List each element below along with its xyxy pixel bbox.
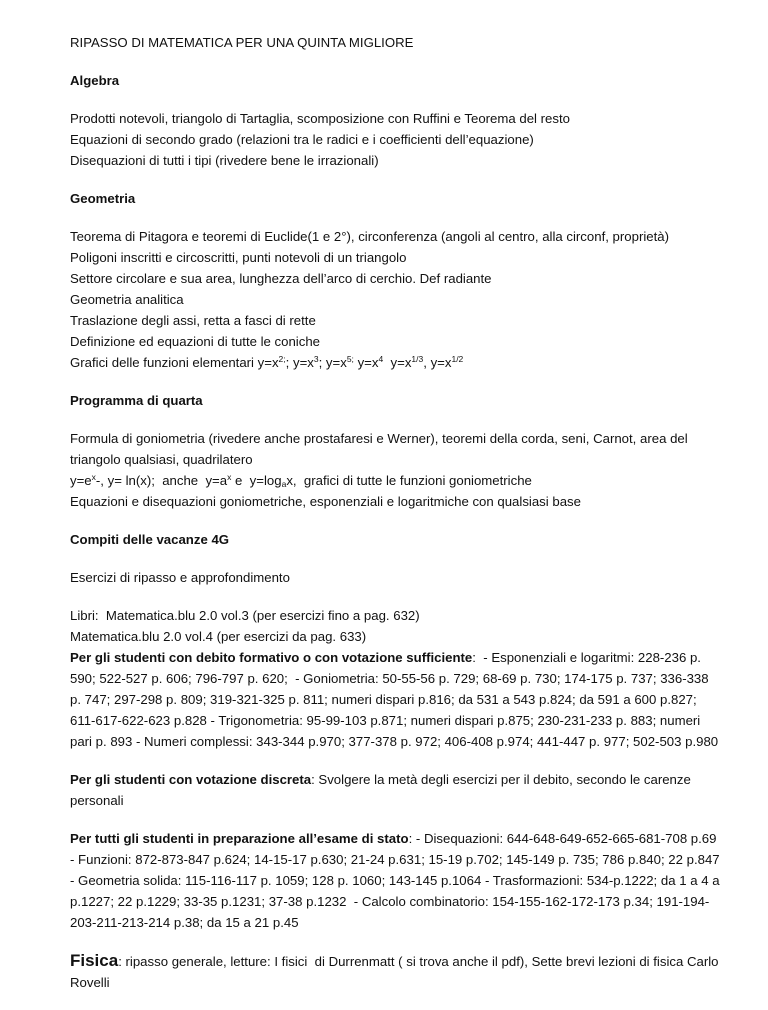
- formula-text: -, y= ln(x); anche y=a: [95, 473, 228, 488]
- formula-base: y=x: [325, 355, 347, 370]
- algebra-line: Equazioni di secondo grado (relazioni tra le radici e i coefficienti dell’equazione): [70, 132, 534, 147]
- discreta-label: Per gli studenti con votazione discreta: [70, 772, 312, 787]
- formula-exponent: 4: [378, 354, 384, 364]
- libri-line: Matematica.blu 2.0 vol.4 (per esercizi da pag. 633): [70, 629, 367, 644]
- formula-base: y=x: [430, 355, 452, 370]
- formula-base: y=x: [357, 355, 379, 370]
- formula-exponent: x: [227, 472, 232, 482]
- formula-text: e y=log: [231, 473, 282, 488]
- esame-paragraph: [70, 828, 724, 933]
- compiti-intro: Esercizi di ripasso e approfondimento: [70, 570, 290, 585]
- geometria-line: Poligoni inscritti e circoscritti, punti notevoli di un triangolo: [70, 250, 407, 265]
- exp-log-line: [70, 470, 720, 491]
- separator: ;: [285, 355, 293, 370]
- algebra-line: Disequazioni di tutti i tipi (rivedere bene le irrazionali): [70, 153, 379, 168]
- section-heading-compiti: Compiti delle vacanze 4G: [70, 532, 230, 547]
- libri-line: Libri: Matematica.blu 2.0 vol.3 (per esercizi fino a pag. 632): [70, 608, 420, 623]
- sufficiente-text: : - Esponenziali e logaritmi: 228-236 p. 590; 522-527 p. 606; 796-797 p. 620; - Goniometria: 50-55-56 p. 729; 68-69 p. 730; 174-175 p. 737; 336-338 p. 747; 297-298 p. 809; 319-321-325 p. 811; numeri dispari p.816; da 531 a 543 p.824; da 591 a 600 p.827; 611-617-622-623 p.828 - Trigonometria: 95-99-103 p.871; numeri dispari p.875; 230-231-233 p. 883; numeri pari p. 893 - Numeri complessi: 343-344 p.970; 377-378 p. 972; 406-408 p.974; 441-447 p. 977; 502-503 p.980: [70, 650, 719, 749]
- esame-label: Per tutti gli studenti in preparazione all’esame di stato: [70, 831, 409, 846]
- formula-exponent: 1/2: [451, 354, 464, 364]
- formula-base: y=x: [390, 355, 412, 370]
- formula-base: y=x: [257, 355, 279, 370]
- formula-exponent: 5;: [346, 354, 354, 364]
- document-page: [70, 32, 724, 1010]
- formula-text: y=e: [70, 473, 92, 488]
- fisica-paragraph: [70, 950, 723, 993]
- formula-exponent: x: [91, 472, 96, 482]
- discreta-text: : Svolgere la metà degli esercizi per il debito, secondo le carenze personali: [70, 772, 691, 808]
- grafici-prefix: Grafici delle funzioni elementari: [70, 355, 258, 370]
- section-heading-quarta: Programma di quarta: [70, 393, 203, 408]
- geometria-line: Settore circolare e sua area, lunghezza dell’arco di cerchio. Def radiante: [70, 271, 492, 286]
- formula-exponent: 2;: [278, 354, 286, 364]
- geometria-line: Teorema di Pitagora e teoremi di Euclide(1 e 2°), circonferenza (angoli al centro, alla circonf, proprietà): [70, 229, 669, 244]
- separator: ,: [423, 355, 431, 370]
- quarta-list: [70, 428, 720, 512]
- document-title: RIPASSO DI MATEMATICA PER UNA QUINTA MIGLIORE: [70, 35, 414, 50]
- algebra-list: [70, 108, 720, 171]
- separator: ;: [318, 355, 326, 370]
- formula-exponent: 3: [313, 354, 319, 364]
- fisica-text: : ripasso generale, letture: I fisici di Durrenmatt ( si trova anche il pdf), Sette brevi lezioni di fisica Carlo Rovelli: [70, 954, 723, 990]
- sufficiente-paragraph: [70, 647, 720, 752]
- separator: [383, 355, 390, 370]
- formula-subscript: a: [281, 479, 287, 489]
- geometria-list: [70, 226, 720, 373]
- algebra-line: Prodotti notevoli, triangolo di Tartaglia, scomposizione con Ruffini e Teorema del resto: [70, 111, 570, 126]
- geometria-line: Traslazione degli assi, retta a fasci di rette: [70, 313, 316, 328]
- formula-base: y=x: [292, 355, 314, 370]
- formula-text: x, grafici di tutte le funzioni goniometriche: [286, 473, 532, 488]
- geometria-line: Definizione ed equazioni di tutte le coniche: [70, 334, 320, 349]
- formula-exponent: 1/3: [411, 354, 424, 364]
- libri-block: [70, 605, 720, 647]
- quarta-line: Equazioni e disequazioni goniometriche, esponenziali e logaritmiche con qualsiasi base: [70, 494, 581, 509]
- discreta-paragraph: [70, 769, 720, 811]
- section-heading-algebra: Algebra: [70, 73, 120, 88]
- section-heading-geometria: Geometria: [70, 191, 136, 206]
- quarta-line: Formula di goniometria (rivedere anche prostafaresi e Werner), teoremi della corda, seni, Carnot, area del triangolo qualsiasi, quadrilatero: [70, 431, 688, 467]
- sufficiente-label: Per gli studenti con debito formativo o con votazione sufficiente: [70, 650, 473, 665]
- grafici-funzioni-line: [70, 352, 720, 373]
- fisica-label: Fisica: [70, 951, 119, 970]
- geometria-line: Geometria analitica: [70, 292, 184, 307]
- esame-text: : - Disequazioni: 644-648-649-652-665-681-708 p.69 - Funzioni: 872-873-847 p.624; 14-15-17 p.630; 21-24 p.631; 15-19 p.702; 145-149 p. 735; 786 p.840; 22 p.847 - Geometria solida: 115-116-117 p. 1059; 128 p. 1060; 143-145 p.1064 - Trasformazioni: 534-p.1222; da 1 a 4 a p.1227; 22 p.1229; 33-35 p.1231; 37-38 p.1232 - Calcolo combinatorio: 154-155-162-172-173 p.34; 191-194-203-211-213-214 p.38; da 15 a 21 p.45: [70, 831, 724, 930]
